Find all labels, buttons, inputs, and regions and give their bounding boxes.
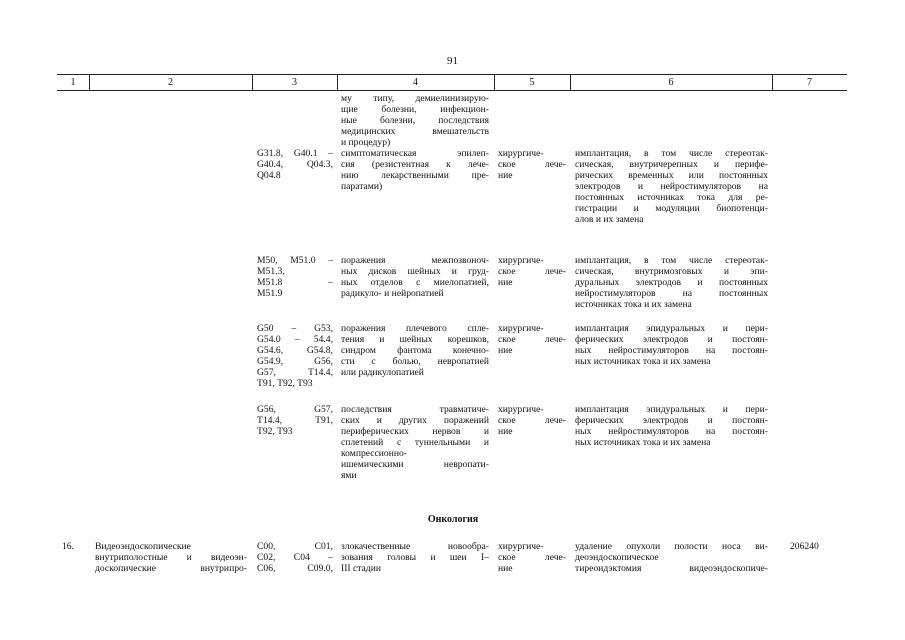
text-line: радикуло- и нейропатией <box>341 288 444 299</box>
text-line: нейростимуляторов на постоянных <box>575 288 768 299</box>
text-line: G54.9, G56, <box>257 356 333 367</box>
model-cell <box>341 148 489 192</box>
text-line: C02, C04 – <box>257 552 333 563</box>
text-line: электродов и нейростимуляторов на <box>575 181 768 192</box>
text-line: ных нейростимуляторов на постоян- <box>575 345 768 356</box>
text-line: T91, T92, T93 <box>257 378 313 389</box>
text-line: ных отделов с миелопатией, <box>341 277 489 288</box>
text-line: G54.6, G54.8, <box>257 345 333 356</box>
text-line: внутриполостные и видеоэн- <box>95 552 247 563</box>
text-line: ское лече- <box>498 552 566 563</box>
text-line: M50, M51.0 – <box>257 255 333 266</box>
text-line: M51.9 <box>257 288 283 299</box>
text-line: Q04.8 <box>257 170 281 181</box>
text-line: злокачественные новообра- <box>341 541 489 552</box>
codes-cell <box>257 255 333 299</box>
text-line: хирургиче- <box>498 148 544 159</box>
text-line: ных источниках тока и их замена <box>575 437 711 448</box>
method-cell <box>575 148 768 225</box>
text-line: тиреоидэктомия видеоэндоскопиче- <box>575 563 768 574</box>
text-line: нию лекарственными пре- <box>341 170 489 181</box>
table-top-border <box>57 74 847 75</box>
text-line: C00, C01, <box>257 541 333 552</box>
text-line: ское лече- <box>498 415 566 426</box>
text-line: G50 – G53, <box>257 323 333 334</box>
text-line: сти с болью, невропатией <box>341 356 489 367</box>
column-number-3: 3 <box>292 77 297 88</box>
text-line: медицинских вмешательств <box>341 126 489 137</box>
text-line: дуральных электродов и постоянных <box>575 277 768 288</box>
table-header-bottom-border <box>57 90 847 91</box>
column-number-4: 4 <box>413 77 418 88</box>
text-line: 16. <box>62 541 74 552</box>
text-line: синдром фантома конечно- <box>341 345 489 356</box>
codes-cell <box>257 404 333 437</box>
text-line: хирургиче- <box>498 541 544 552</box>
text-line: ское лече- <box>498 159 566 170</box>
method-cell <box>575 404 768 448</box>
row-number <box>62 541 86 552</box>
procedure-name-cell <box>95 541 247 574</box>
model-cell <box>341 323 489 378</box>
text-line: хирургиче- <box>498 404 544 415</box>
text-line: поражения межпозвоноч- <box>341 255 489 266</box>
codes-cell <box>257 541 333 574</box>
text-line: имплантация эпидуральных и пери- <box>575 404 768 415</box>
column-number-1: 1 <box>70 77 76 88</box>
text-line: ние <box>498 345 513 356</box>
column-number-5: 5 <box>529 77 535 88</box>
text-line: ние <box>498 170 513 181</box>
treatment-cell <box>498 404 566 437</box>
text-line: ние <box>498 277 513 288</box>
text-line: Видеоэндоскопические <box>95 541 191 552</box>
text-line: T92, T93 <box>257 426 293 437</box>
codes-cell <box>257 148 333 181</box>
text-line: тения и шейных корешков, <box>341 334 489 345</box>
text-line: ишемическими невропати- <box>341 459 489 470</box>
codes-cell <box>257 323 333 389</box>
text-line: ние <box>498 426 513 437</box>
text-line: рических временных или постоянных <box>575 170 768 181</box>
text-line: ные болезни, последствия <box>341 115 489 126</box>
text-line: ями <box>341 470 357 481</box>
text-line: G40.4, Q04.3, <box>257 159 333 170</box>
method-cell <box>575 323 768 367</box>
text-line: T14.4, T91, <box>257 415 333 426</box>
text-line: источниках тока и их замена <box>575 299 692 310</box>
text-line: сия (резистентная к лече- <box>341 159 489 170</box>
text-line: щие болезни, инфекцион- <box>341 104 489 115</box>
text-line: G57, T14.4, <box>257 367 333 378</box>
treatment-cell <box>498 148 566 181</box>
text-line: ское лече- <box>498 334 566 345</box>
text-line: M51.8 – <box>257 277 333 288</box>
text-line: ние <box>498 563 513 574</box>
text-line: III стадии <box>341 563 381 574</box>
text-line: сическая, внутричерепных и перифе- <box>575 159 768 170</box>
text-line: периферических нервов и <box>341 426 489 437</box>
text-line: компрессионно- <box>341 448 407 459</box>
text-line: ферических электродов и постоян- <box>575 334 768 345</box>
text-line: алов и их замена <box>575 214 644 225</box>
text-line: гистрации и модуляции биопотенци- <box>575 203 768 214</box>
treatment-cell <box>498 255 566 288</box>
text-line: паратами) <box>341 181 383 192</box>
text-line: ских и других поражений <box>341 415 489 426</box>
text-line: симптоматическая эпилеп- <box>341 148 489 159</box>
model-cell <box>341 255 489 299</box>
text-line: ных дисков шейных и груд- <box>341 266 489 277</box>
text-line: G31.8, G40.1 – <box>257 148 333 159</box>
text-line: M51.3, <box>257 266 285 277</box>
column-number-7: 7 <box>807 77 812 88</box>
text-line: доскопические внутрипро- <box>95 563 247 574</box>
treatment-cell <box>498 541 566 574</box>
column-number-6: 6 <box>668 77 674 88</box>
model-cell <box>341 93 489 148</box>
text-line: C06, C09.0, <box>257 563 333 574</box>
text-line: ных источниках тока и их замена <box>575 356 711 367</box>
text-line: сплетений с туннельными и <box>341 437 489 448</box>
text-line: зования головы и шеи I– <box>341 552 489 563</box>
text-line: или радикулопатией <box>341 367 424 378</box>
text-line: удаление опухоли полости носа ви- <box>575 541 768 552</box>
method-cell <box>575 541 768 574</box>
model-cell <box>341 404 489 481</box>
column-number-2: 2 <box>168 77 173 88</box>
text-line: сическая, внутримозговых и эпи- <box>575 266 768 277</box>
text-line: последствия травматиче- <box>341 404 489 415</box>
text-line: поражения плечевого спле- <box>341 323 489 334</box>
text-line: му типу, демиелинизирую- <box>341 93 489 104</box>
model-cell <box>341 541 489 574</box>
text-line: постоянных источниках тока для ре- <box>575 192 768 203</box>
text-line: хирургиче- <box>498 323 544 334</box>
text-line: ское лече- <box>498 266 566 277</box>
text-line: G56, G57, <box>257 404 333 415</box>
method-cell <box>575 255 768 310</box>
page-number: 91 <box>447 55 458 67</box>
cost-cell <box>790 541 840 552</box>
text-line: имплантация, в том числе стереотак- <box>575 255 768 266</box>
text-line: ферических электродов и постоян- <box>575 415 768 426</box>
text-line: деоэндоскопическое <box>575 552 659 563</box>
treatment-cell <box>498 323 566 356</box>
text-line: и процедур) <box>341 137 391 148</box>
text-line: хирургиче- <box>498 255 544 266</box>
text-line: ных нейростимуляторов на постоян- <box>575 426 768 437</box>
text-line: имплантация эпидуральных и пери- <box>575 323 768 334</box>
text-line: 206240 <box>790 541 819 552</box>
section-title: Онкология <box>427 514 479 525</box>
text-line: имплантация, в том числе стереотак- <box>575 148 768 159</box>
text-line: G54.0 – 54.4, <box>257 334 333 345</box>
